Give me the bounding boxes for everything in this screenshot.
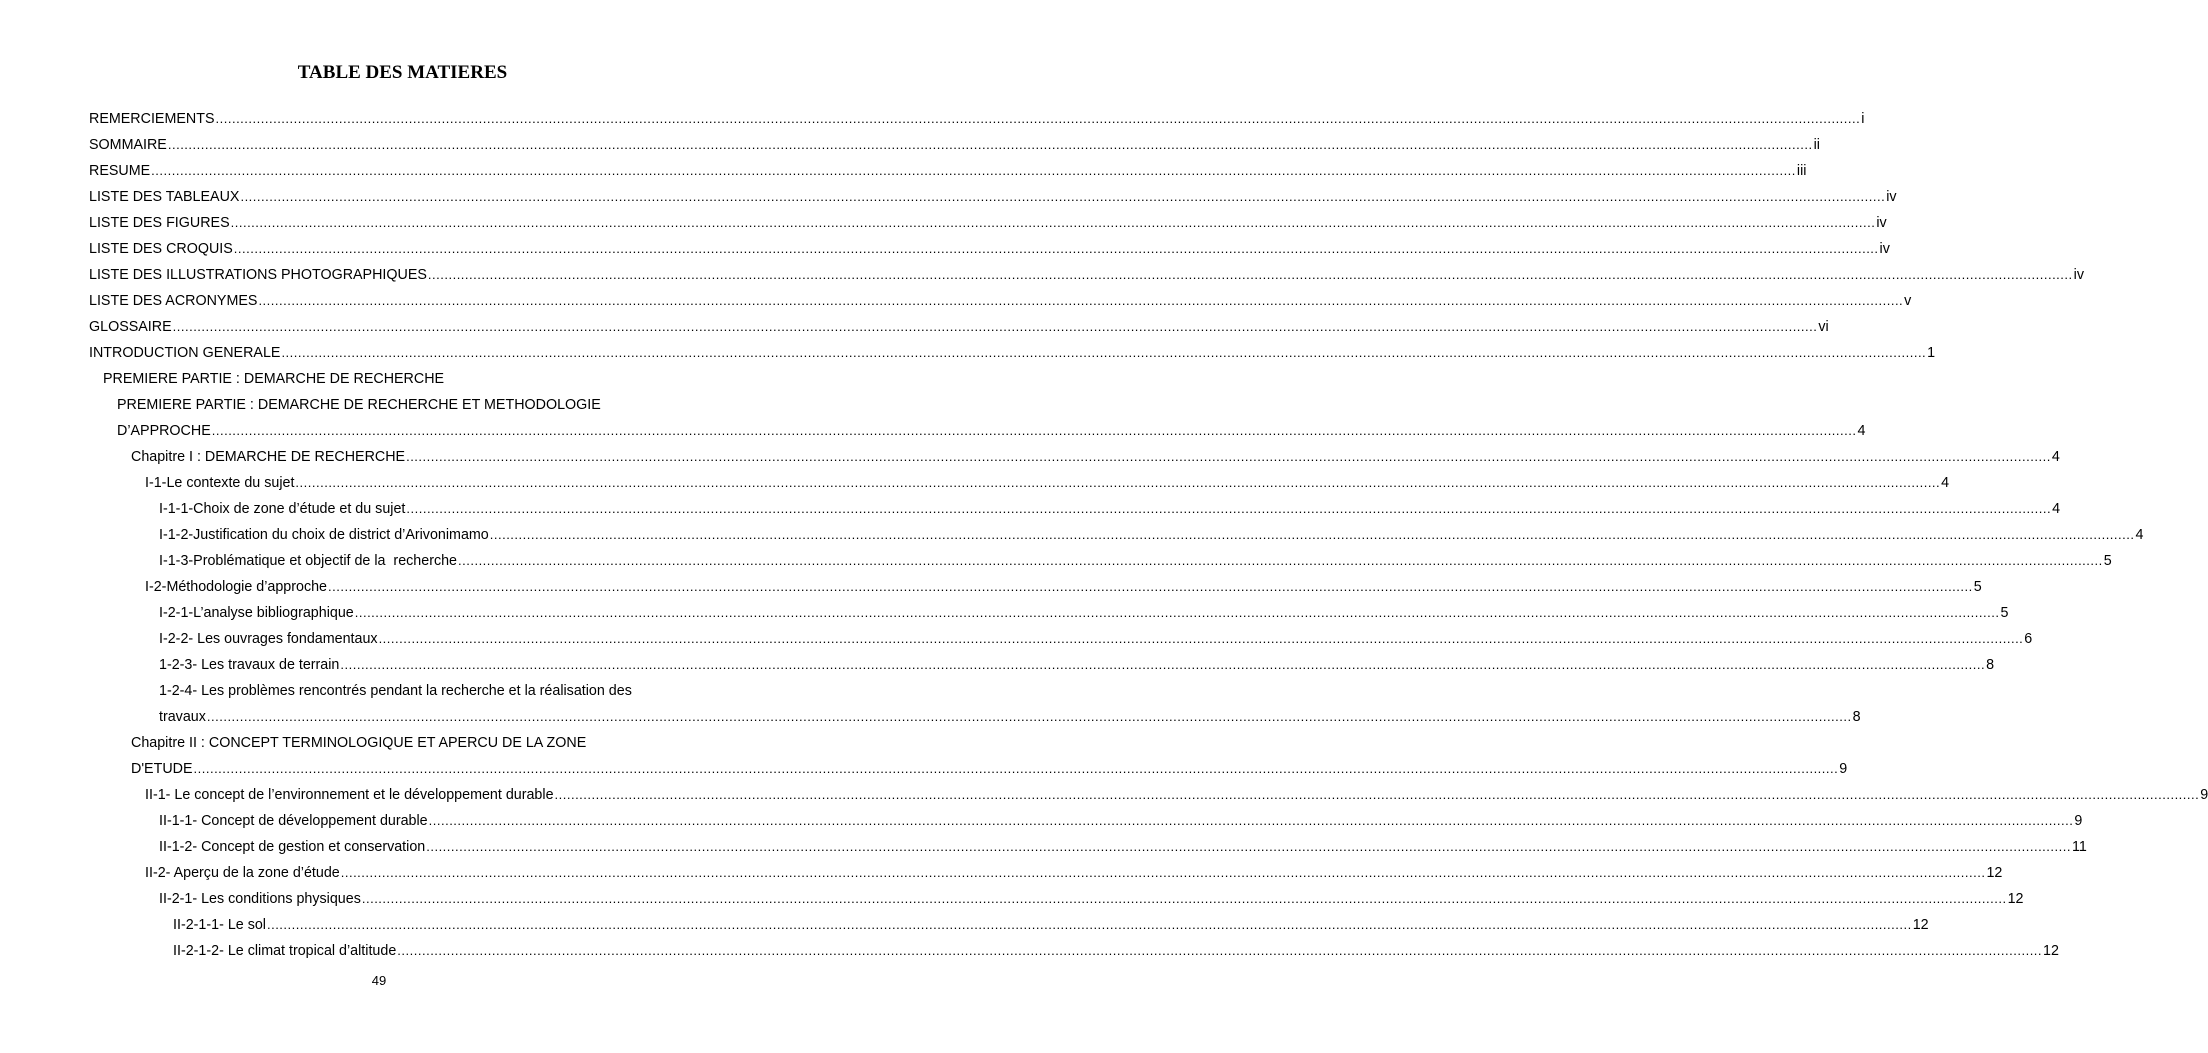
toc-entry[interactable] [89, 678, 656, 704]
toc-entry[interactable] [89, 860, 2003, 886]
toc-entry-page: 8 [1852, 709, 1861, 725]
dot-leader: ................................................................................................................................................................................................................................................................................................................................................................................................................ [354, 605, 2000, 620]
toc-entry-label: LISTE DES FIGURES [89, 215, 230, 231]
dot-leader: ................................................................................................................................................................................................................................................................................................................................................................................................................ [554, 787, 2200, 802]
dot-leader: ................................................................................................................................................................................................................................................................................................................................................................................................................ [233, 241, 1879, 256]
dot-leader: ................................................................................................................................................................................................................................................................................................................................................................................................................ [361, 891, 2007, 906]
toc-entry[interactable] [89, 314, 1829, 340]
toc-entry[interactable] [89, 418, 1866, 444]
dot-leader: ................................................................................................................................................................................................................................................................................................................................................................................................................ [489, 527, 2135, 542]
toc-entry-label: I-1-2-Justification du choix de district d’Arivonimamo [159, 527, 489, 543]
toc-entry-label: II-2- Aperçu de la zone d’étude [145, 865, 340, 881]
toc-entry-label: I-2-2- Les ouvrages fondamentaux [159, 631, 378, 647]
toc-entry[interactable] [89, 522, 2144, 548]
toc-entry-page: 12 [1912, 917, 1929, 933]
dot-leader: ................................................................................................................................................................................................................................................................................................................................................................................................................ [240, 189, 1886, 204]
toc-entry-label: I-1-1-Choix de zone d’étude et du sujet [159, 501, 406, 517]
toc-entry[interactable] [89, 912, 1929, 938]
dot-leader: ................................................................................................................................................................................................................................................................................................................................................................................................................ [258, 293, 1904, 308]
toc-entry-label: LISTE DES CROQUIS [89, 241, 233, 257]
dot-leader: ................................................................................................................................................................................................................................................................................................................................................................................................................ [172, 319, 1818, 334]
toc-entry[interactable] [89, 600, 2009, 626]
toc-entry-label: LISTE DES ILLUSTRATIONS PHOTOGRAPHIQUES [89, 267, 427, 283]
toc-entry-label: II-2-1- Les conditions physiques [159, 891, 361, 907]
toc-entry[interactable] [89, 184, 1897, 210]
toc-entry-label: I-2-Méthodologie d’approche [145, 579, 328, 595]
toc-entry-label: II-1-2- Concept de gestion et conservation [159, 839, 426, 855]
toc-entry-page: 4 [2135, 527, 2144, 543]
toc-entry-page: 12 [2043, 943, 2059, 959]
toc-entry-page: 12 [1986, 865, 2003, 881]
dot-leader: ................................................................................................................................................................................................................................................................................................................................................................................................................ [215, 111, 1861, 126]
toc-entry[interactable] [89, 756, 1848, 782]
toc-entry-label: LISTE DES TABLEAUX [89, 189, 240, 205]
page-number: 49 [371, 973, 387, 988]
toc-entry[interactable] [89, 704, 1861, 730]
toc-entry[interactable] [89, 626, 2033, 652]
dot-leader: ................................................................................................................................................................................................................................................................................................................................................................................................................ [458, 553, 2103, 568]
toc-entry-page: iv [1876, 215, 1887, 231]
toc-entry-label: SOMMAIRE [89, 137, 167, 153]
toc-entry-page: 4 [2051, 449, 2060, 465]
toc-entry-page: 6 [2024, 631, 2033, 647]
dot-leader: ................................................................................................................................................................................................................................................................................................................................................................................................................ [211, 423, 1857, 438]
toc-entry-page: 5 [1973, 579, 1982, 595]
dot-leader: ................................................................................................................................................................................................................................................................................................................................................................................................................ [167, 137, 1813, 152]
toc-entry-label: PREMIERE PARTIE : DEMARCHE DE RECHERCHE [103, 371, 445, 387]
toc-entry-label: LISTE DES ACRONYMES [89, 293, 258, 309]
toc-entry-label: II-1-1- Concept de développement durable [159, 813, 428, 829]
dot-leader: ................................................................................................................................................................................................................................................................................................................................................................................................................ [328, 579, 1973, 594]
toc-entry-page: iv [1886, 189, 1897, 205]
toc-entry-label: II-1- Le concept de l’environnement et le développement durable [145, 787, 554, 803]
page-title: TABLE DES MATIERES [297, 62, 508, 83]
toc-entry[interactable] [89, 938, 2059, 964]
toc-entry-page: i [1861, 111, 1865, 127]
toc-entry-page: ii [1813, 137, 1820, 153]
toc-entry[interactable] [89, 262, 2084, 288]
toc-entry-page: 9 [2200, 787, 2208, 803]
dot-leader: ................................................................................................................................................................................................................................................................................................................................................................................................................ [406, 449, 2051, 464]
toc-entry-page: iv [2073, 267, 2084, 283]
table-of-contents [89, 106, 2208, 964]
toc-entry-page: 11 [2071, 839, 2087, 855]
toc-entry-label: RESUME [89, 163, 151, 179]
toc-entry[interactable] [89, 444, 2060, 470]
toc-entry-page: 5 [2103, 553, 2112, 569]
toc-entry-label: travaux [159, 709, 206, 725]
toc-entry-label: PREMIERE PARTIE : DEMARCHE DE RECHERCHE ET METHODOLOGIE [117, 397, 601, 413]
toc-entry-page: vi [1818, 319, 1829, 335]
toc-entry[interactable] [89, 340, 1936, 366]
toc-entry-label: I-2-1-L’analyse bibliographique [159, 605, 354, 621]
toc-entry-label: I-1-3-Problématique et objectif de la recherche [159, 553, 458, 569]
toc-entry[interactable] [89, 132, 1820, 158]
toc-entry[interactable] [89, 288, 1912, 314]
toc-entry-page: 5 [2000, 605, 2009, 621]
toc-entry-label: II-2-1-2- Le climat tropical d’altitude [173, 943, 397, 959]
toc-entry-label: II-2-1-1- Le sol [173, 917, 266, 933]
toc-entry-page: 9 [2074, 813, 2083, 829]
dot-leader: ................................................................................................................................................................................................................................................................................................................................................................................................................ [426, 839, 2071, 854]
toc-entry[interactable] [89, 548, 2112, 574]
toc-entry[interactable] [89, 782, 2208, 808]
toc-entry-label: I-1-Le contexte du sujet [145, 475, 295, 491]
toc-entry-label: GLOSSAIRE [89, 319, 172, 335]
toc-entry[interactable] [89, 210, 1887, 236]
toc-entry[interactable] [89, 392, 656, 418]
dot-leader: ................................................................................................................................................................................................................................................................................................................................................................................................................ [281, 345, 1927, 360]
toc-entry-label: 1-2-4- Les problèmes rencontrés pendant la recherche et la réalisation des [159, 683, 632, 699]
toc-entry-label: D’APPROCHE [117, 423, 211, 439]
toc-entry[interactable] [89, 730, 656, 756]
dot-leader: ................................................................................................................................................................................................................................................................................................................................................................................................................ [406, 501, 2052, 516]
toc-entry-page: 1 [1927, 345, 1936, 361]
toc-entry-page: 9 [1839, 761, 1848, 777]
toc-entry-page: 12 [2007, 891, 2024, 907]
toc-entry-label: Chapitre II : CONCEPT TERMINOLOGIQUE ET APERCU DE LA ZONE [131, 735, 587, 751]
dot-leader: ................................................................................................................................................................................................................................................................................................................................................................................................................ [230, 215, 1876, 230]
toc-entry-label: REMERCIEMENTS [89, 111, 215, 127]
dot-leader: ................................................................................................................................................................................................................................................................................................................................................................................................................ [340, 865, 1986, 880]
toc-entry-page: v [1904, 293, 1912, 309]
toc-entry[interactable] [89, 106, 1865, 132]
toc-entry[interactable] [89, 652, 1995, 678]
toc-entry[interactable] [89, 886, 2024, 912]
toc-entry-page: 4 [1941, 475, 1950, 491]
toc-entry-page: iv [1879, 241, 1890, 257]
toc-entry-page: 4 [1857, 423, 1866, 439]
toc-entry[interactable] [89, 808, 2083, 834]
toc-entry-label: 1-2-3- Les travaux de terrain [159, 657, 340, 673]
toc-entry-label: Chapitre I : DEMARCHE DE RECHERCHE [131, 449, 406, 465]
toc-entry-page: 8 [1986, 657, 1995, 673]
dot-leader: ................................................................................................................................................................................................................................................................................................................................................................................................................ [151, 163, 1796, 178]
toc-entry[interactable] [89, 496, 2061, 522]
dot-leader: ................................................................................................................................................................................................................................................................................................................................................................................................................ [428, 813, 2074, 828]
dot-leader: ................................................................................................................................................................................................................................................................................................................................................................................................................ [397, 943, 2043, 958]
dot-leader: ................................................................................................................................................................................................................................................................................................................................................................................................................ [295, 475, 1941, 490]
toc-entry[interactable] [89, 366, 656, 392]
dot-leader: ................................................................................................................................................................................................................................................................................................................................................................................................................ [427, 267, 2073, 282]
dot-leader: ................................................................................................................................................................................................................................................................................................................................................................................................................ [340, 657, 1986, 672]
toc-entry[interactable] [89, 470, 1950, 496]
dot-leader: ................................................................................................................................................................................................................................................................................................................................................................................................................ [206, 709, 1852, 724]
toc-entry[interactable] [89, 834, 2087, 860]
toc-entry[interactable] [89, 158, 1807, 184]
toc-entry-label: INTRODUCTION GENERALE [89, 345, 281, 361]
toc-entry-page: 4 [2052, 501, 2061, 517]
toc-entry-page: iii [1796, 163, 1807, 179]
toc-entry[interactable] [89, 574, 1982, 600]
toc-entry[interactable] [89, 236, 1890, 262]
dot-leader: ................................................................................................................................................................................................................................................................................................................................................................................................................ [266, 917, 1912, 932]
toc-entry-label: D'ETUDE [131, 761, 193, 777]
dot-leader: ................................................................................................................................................................................................................................................................................................................................................................................................................ [378, 631, 2024, 646]
dot-leader: ................................................................................................................................................................................................................................................................................................................................................................................................................ [193, 761, 1839, 776]
